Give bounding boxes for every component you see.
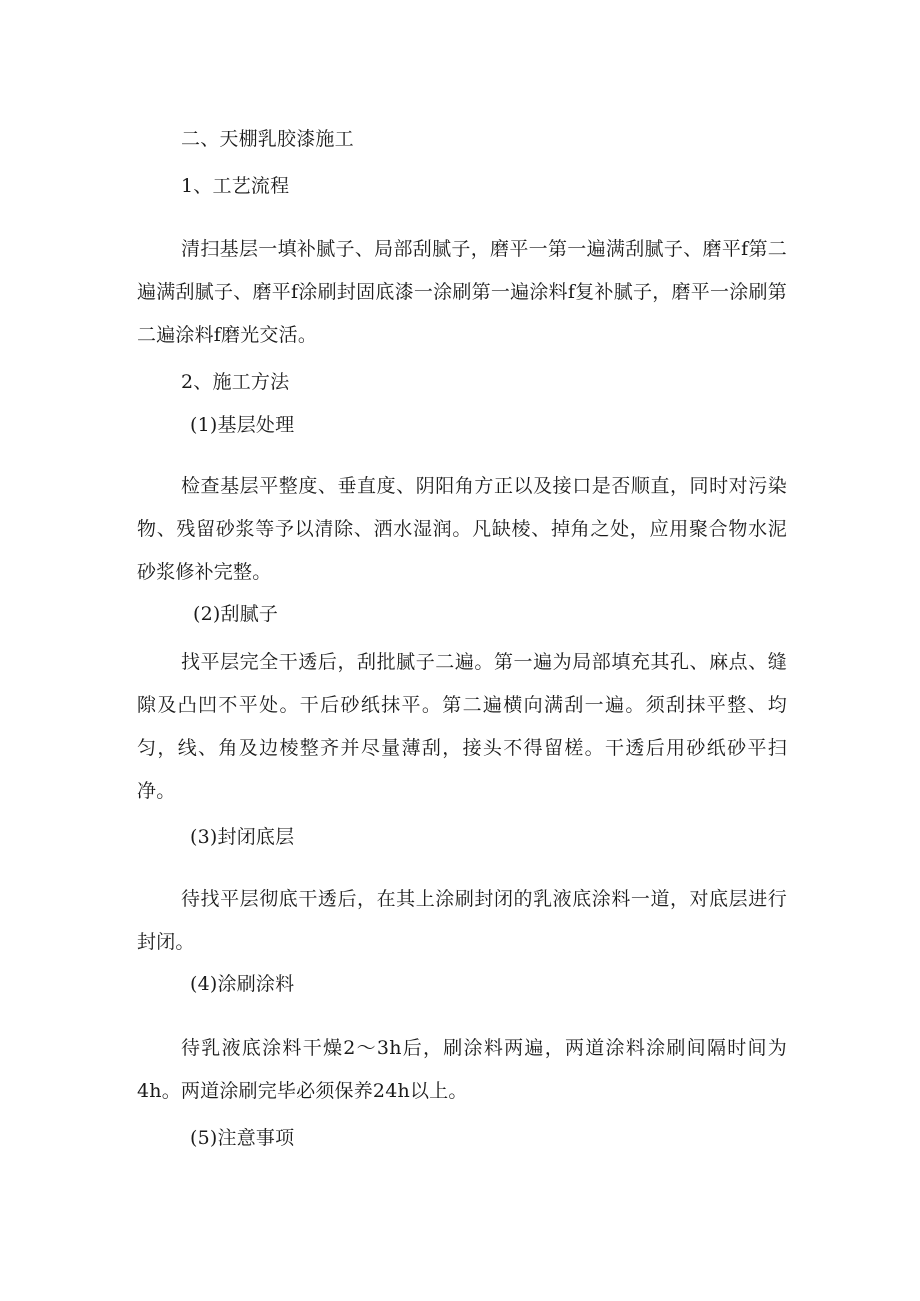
construction-method-heading: 2、施工方法	[181, 371, 290, 393]
precautions-heading: (5)注意事项	[190, 1127, 295, 1149]
putty-paragraph: 找平层完全干透后，刮批腻子二遍。第一遍为局部填充其孔、麻点、缝隙及凸凹不平处。干后砂纸抹平。第二遍横向满刮一遍。须刮抹平整、均匀，线、角及边棱整齐并尽量薄刮，接头不得留槎。干透后用砂纸砂平扫净。	[137, 651, 787, 802]
section-title: 二、天棚乳胶漆施工	[181, 128, 354, 150]
painting-heading: (4)涂刷涂料	[190, 973, 295, 995]
painting-paragraph: 待乳液底涂料干燥2～3h后，刷涂料两遍，两道涂料涂刷间隔时间为4h。两道涂刷完毕必须保养24h以上。	[137, 1037, 787, 1102]
process-flow-paragraph: 清扫基层一填补腻子、局部刮腻子，磨平一第一遍满刮腻子、磨平f第二遍满刮腻子、磨平f涂刷封固底漆一涂刷第一遍涂料f复补腻子，磨平一涂刷第二遍涂料f磨光交活。	[137, 238, 787, 346]
process-flow-heading: 1、工艺流程	[181, 175, 290, 197]
base-treatment-heading: (1)基层处理	[190, 414, 295, 436]
base-treatment-paragraph: 检查基层平整度、垂直度、阴阳角方正以及接口是否顺直，同时对污染物、残留砂浆等予以清除、洒水湿润。凡缺棱、掉角之处，应用聚合物水泥砂浆修补完整。	[137, 475, 787, 583]
sealing-paragraph: 待找平层彻底干透后，在其上涂刷封闭的乳液底涂料一道，对底层进行封闭。	[137, 888, 787, 953]
putty-heading: (2)刮腻子	[193, 603, 279, 625]
sealing-heading: (3)封闭底层	[190, 826, 295, 848]
